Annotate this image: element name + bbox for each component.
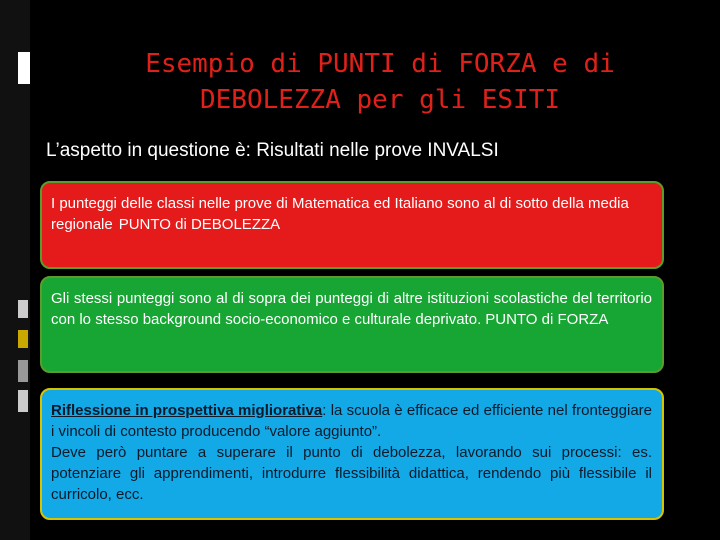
decorative-stripe bbox=[18, 300, 28, 318]
decorative-stripe bbox=[18, 360, 28, 382]
decorative-square bbox=[18, 52, 30, 84]
decorative-stripe bbox=[18, 330, 28, 348]
weakness-text: I punteggi delle classi nelle prove di Matematica ed Italiano sono al di sotto della media regionale bbox=[51, 195, 629, 233]
improvement-box bbox=[40, 388, 664, 520]
strength-label: PUNTO di FORZA bbox=[485, 311, 609, 328]
strength-text: Gli stessi punteggi sono al di sopra dei punteggi di altre istituzioni scolastiche del territorio con lo stesso background socio-economico e culturale deprivato. bbox=[51, 290, 652, 328]
strength-box bbox=[40, 276, 664, 373]
slide-title: Esempio di PUNTI di FORZA e di DEBOLEZZA per gli ESITI bbox=[145, 49, 615, 115]
improvement-heading: Riflessione in prospettiva migliorativa bbox=[51, 402, 323, 419]
weakness-box bbox=[40, 181, 664, 269]
slide-subtitle: L’aspetto in questione è: Risultati nelle prove INVALSI bbox=[46, 140, 499, 161]
decorative-stripe bbox=[18, 390, 28, 412]
improvement-text: : la scuola è efficace ed efficiente nel fronteggiare i vincoli di contesto producendo “valore aggiunto”. bbox=[51, 402, 652, 440]
weakness-label: PUNTO di DEBOLEZZA bbox=[118, 216, 281, 233]
improvement-text-2: Deve però puntare a superare il punto di debolezza, lavorando sui processi: es. potenziare gli apprendimenti, introdurre flessibilità didattica, rendendo più flessibile il curricolo, ecc. bbox=[51, 444, 652, 503]
